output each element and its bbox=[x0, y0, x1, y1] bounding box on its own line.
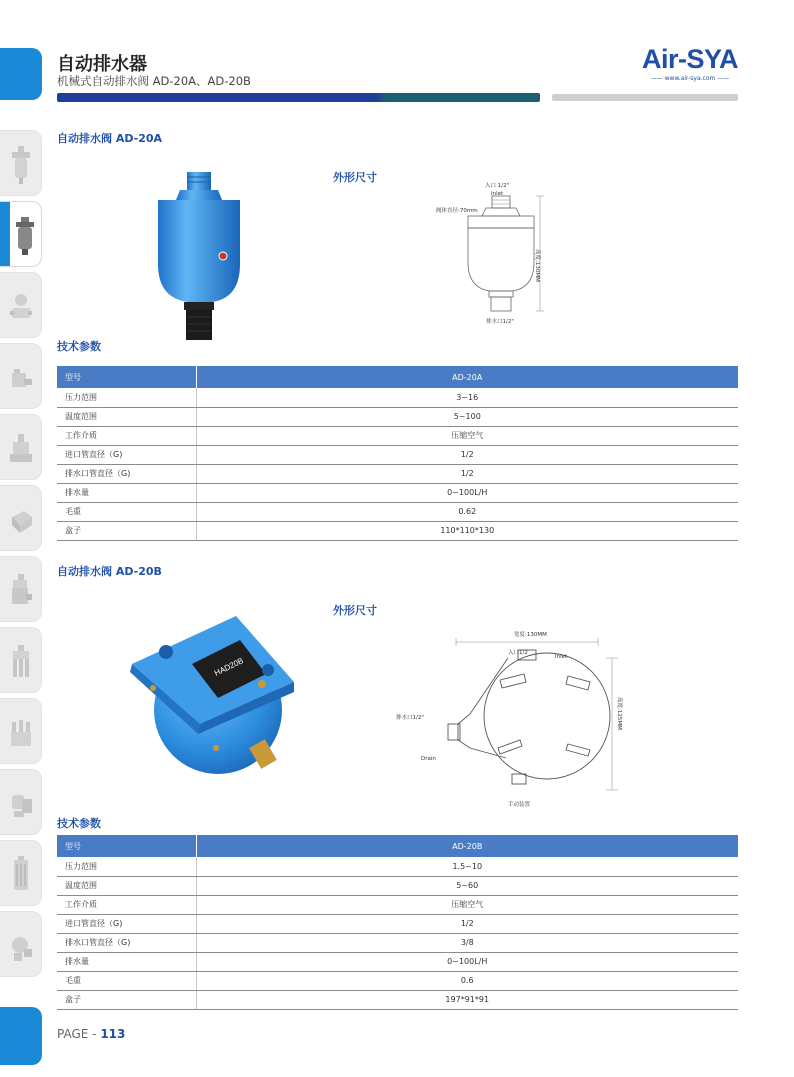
row-value: 0~100L/H bbox=[196, 952, 738, 971]
row-value: 3~16 bbox=[196, 388, 738, 407]
row-label: 压力范围 bbox=[57, 388, 196, 407]
dim-b-manual: 手动装置 bbox=[508, 802, 531, 808]
dim-b-drain-cn: 排水口1/2" bbox=[396, 715, 424, 721]
section-a-title: 自动排水阀 AD-20A bbox=[57, 132, 163, 145]
row-label: 排水口管直径（G) bbox=[57, 464, 196, 483]
row-value: 110*110*130 bbox=[196, 521, 738, 540]
table-header-row bbox=[57, 835, 738, 857]
dim-a-inlet-cn: 入口 1/2" bbox=[485, 183, 510, 189]
gauge-icon bbox=[10, 288, 32, 328]
row-label: 进口管直径（G) bbox=[57, 445, 196, 464]
table-row bbox=[57, 464, 738, 483]
row-value: 197*91*91 bbox=[196, 990, 738, 1009]
page-title: 自动排水器 bbox=[57, 54, 147, 75]
table-row bbox=[57, 952, 738, 971]
table-row bbox=[57, 483, 738, 502]
connector-icon bbox=[10, 927, 32, 967]
pump-icon bbox=[10, 572, 32, 612]
row-value: 1/2 bbox=[196, 464, 738, 483]
section-b-dims-title: 外形尺寸 bbox=[333, 604, 377, 617]
top-blue-tab bbox=[0, 48, 42, 100]
row-label: 排水量 bbox=[57, 483, 196, 502]
row-label: 排水量 bbox=[57, 952, 196, 971]
row-label: 进口管直径（G) bbox=[57, 914, 196, 933]
dim-b-height: 高度:125MM bbox=[616, 697, 622, 730]
filter-icon bbox=[10, 146, 32, 186]
dim-b-width: 宽度:130MM bbox=[514, 632, 547, 638]
section-b-spec-title: 技术参数 bbox=[57, 817, 101, 830]
spec-table-a bbox=[57, 366, 738, 541]
dryer-icon bbox=[10, 501, 32, 541]
table-row bbox=[57, 990, 738, 1009]
side-tab-connector[interactable] bbox=[0, 911, 42, 977]
header-label: 型号 bbox=[57, 835, 196, 857]
row-value: 1/2 bbox=[196, 914, 738, 933]
table-row bbox=[57, 407, 738, 426]
dim-a-height: 高度:130MM bbox=[534, 249, 540, 282]
row-value: 3/8 bbox=[196, 933, 738, 952]
row-value: 0.62 bbox=[196, 502, 738, 521]
dim-a-drain: 排水口1/2" bbox=[486, 319, 514, 325]
header-bar-grey bbox=[552, 94, 738, 101]
table-row bbox=[57, 857, 738, 876]
section-a-dims-title: 外形尺寸 bbox=[333, 171, 377, 184]
valve-icon bbox=[10, 359, 32, 399]
regulator-icon bbox=[10, 430, 32, 470]
side-tab-pump[interactable] bbox=[0, 556, 42, 622]
side-tab-bracket[interactable] bbox=[0, 627, 42, 693]
row-value: 0.6 bbox=[196, 971, 738, 990]
manifold-icon bbox=[10, 714, 32, 754]
brand-logo bbox=[640, 44, 740, 82]
silencer-icon bbox=[10, 856, 32, 896]
dim-b-drain-en: Drain bbox=[421, 756, 436, 762]
logo-url-text: www.air-sya.com bbox=[664, 75, 716, 82]
fitting-icon bbox=[10, 785, 32, 825]
side-tab-fitting[interactable] bbox=[0, 769, 42, 835]
spec-table-b bbox=[57, 835, 738, 1010]
dims-b-drawing bbox=[440, 636, 620, 796]
row-label: 工作介质 bbox=[57, 895, 196, 914]
dim-a-inlet-en: Inlet bbox=[491, 191, 504, 197]
section-b-title: 自动排水阀 AD-20B bbox=[57, 565, 162, 578]
section-a-spec-title: 技术参数 bbox=[57, 340, 101, 353]
table-header-row bbox=[57, 366, 738, 388]
row-value: 5~60 bbox=[196, 876, 738, 895]
table-row bbox=[57, 426, 738, 445]
header-model: AD-20B bbox=[196, 835, 738, 857]
page-subtitle: 机械式自动排水阀 AD-20A、AD-20B bbox=[57, 74, 251, 88]
logo-url: —— www.air-sya.com —— bbox=[650, 75, 730, 82]
drain-icon bbox=[14, 217, 36, 257]
header-bar bbox=[57, 93, 540, 102]
side-tab-regulator[interactable] bbox=[0, 414, 42, 480]
table-row bbox=[57, 933, 738, 952]
table-row bbox=[57, 971, 738, 990]
dim-a-diameter: 阀体直径:70mm bbox=[436, 208, 478, 214]
header-label: 型号 bbox=[57, 366, 196, 388]
side-tab-valve[interactable] bbox=[0, 343, 42, 409]
row-label: 盒子 bbox=[57, 990, 196, 1009]
page-number bbox=[57, 1027, 125, 1041]
side-tab-silencer[interactable] bbox=[0, 840, 42, 906]
row-value: 5~100 bbox=[196, 407, 738, 426]
product-a-image bbox=[150, 172, 250, 344]
row-label: 毛重 bbox=[57, 971, 196, 990]
row-value: 0~100L/H bbox=[196, 483, 738, 502]
table-row bbox=[57, 388, 738, 407]
logo-text: Air-SYA bbox=[641, 44, 739, 74]
dim-b-inlet-cn: 入口1/2 bbox=[508, 650, 528, 656]
product-b-label: HAD20B bbox=[212, 656, 245, 678]
bottom-blue-tab bbox=[0, 1007, 42, 1065]
table-row bbox=[57, 895, 738, 914]
row-label: 毛重 bbox=[57, 502, 196, 521]
side-tab-dryer[interactable] bbox=[0, 485, 42, 551]
page-prefix: PAGE - bbox=[57, 1027, 97, 1041]
row-value: 1/2 bbox=[196, 445, 738, 464]
table-row bbox=[57, 502, 738, 521]
side-tab-filter[interactable] bbox=[0, 130, 42, 196]
row-value: 1.5~10 bbox=[196, 857, 738, 876]
product-b-image bbox=[118, 612, 308, 782]
row-label: 排水口管直径（G) bbox=[57, 933, 196, 952]
side-tab-gauge[interactable] bbox=[0, 272, 42, 338]
table-row bbox=[57, 876, 738, 895]
header-model: AD-20A bbox=[196, 366, 738, 388]
dim-b-inlet-en: Inlet bbox=[555, 654, 568, 660]
page-number-value: 113 bbox=[100, 1027, 126, 1041]
table-row bbox=[57, 445, 738, 464]
row-label: 盒子 bbox=[57, 521, 196, 540]
row-value: 压缩空气 bbox=[196, 895, 738, 914]
table-row bbox=[57, 914, 738, 933]
row-value: 压缩空气 bbox=[196, 426, 738, 445]
bracket-icon bbox=[10, 643, 32, 683]
side-tab-manifold[interactable] bbox=[0, 698, 42, 764]
side-tab-drain[interactable] bbox=[0, 201, 42, 267]
table-row bbox=[57, 521, 738, 540]
row-label: 温度范围 bbox=[57, 407, 196, 426]
row-label: 压力范围 bbox=[57, 857, 196, 876]
row-label: 工作介质 bbox=[57, 426, 196, 445]
row-label: 温度范围 bbox=[57, 876, 196, 895]
